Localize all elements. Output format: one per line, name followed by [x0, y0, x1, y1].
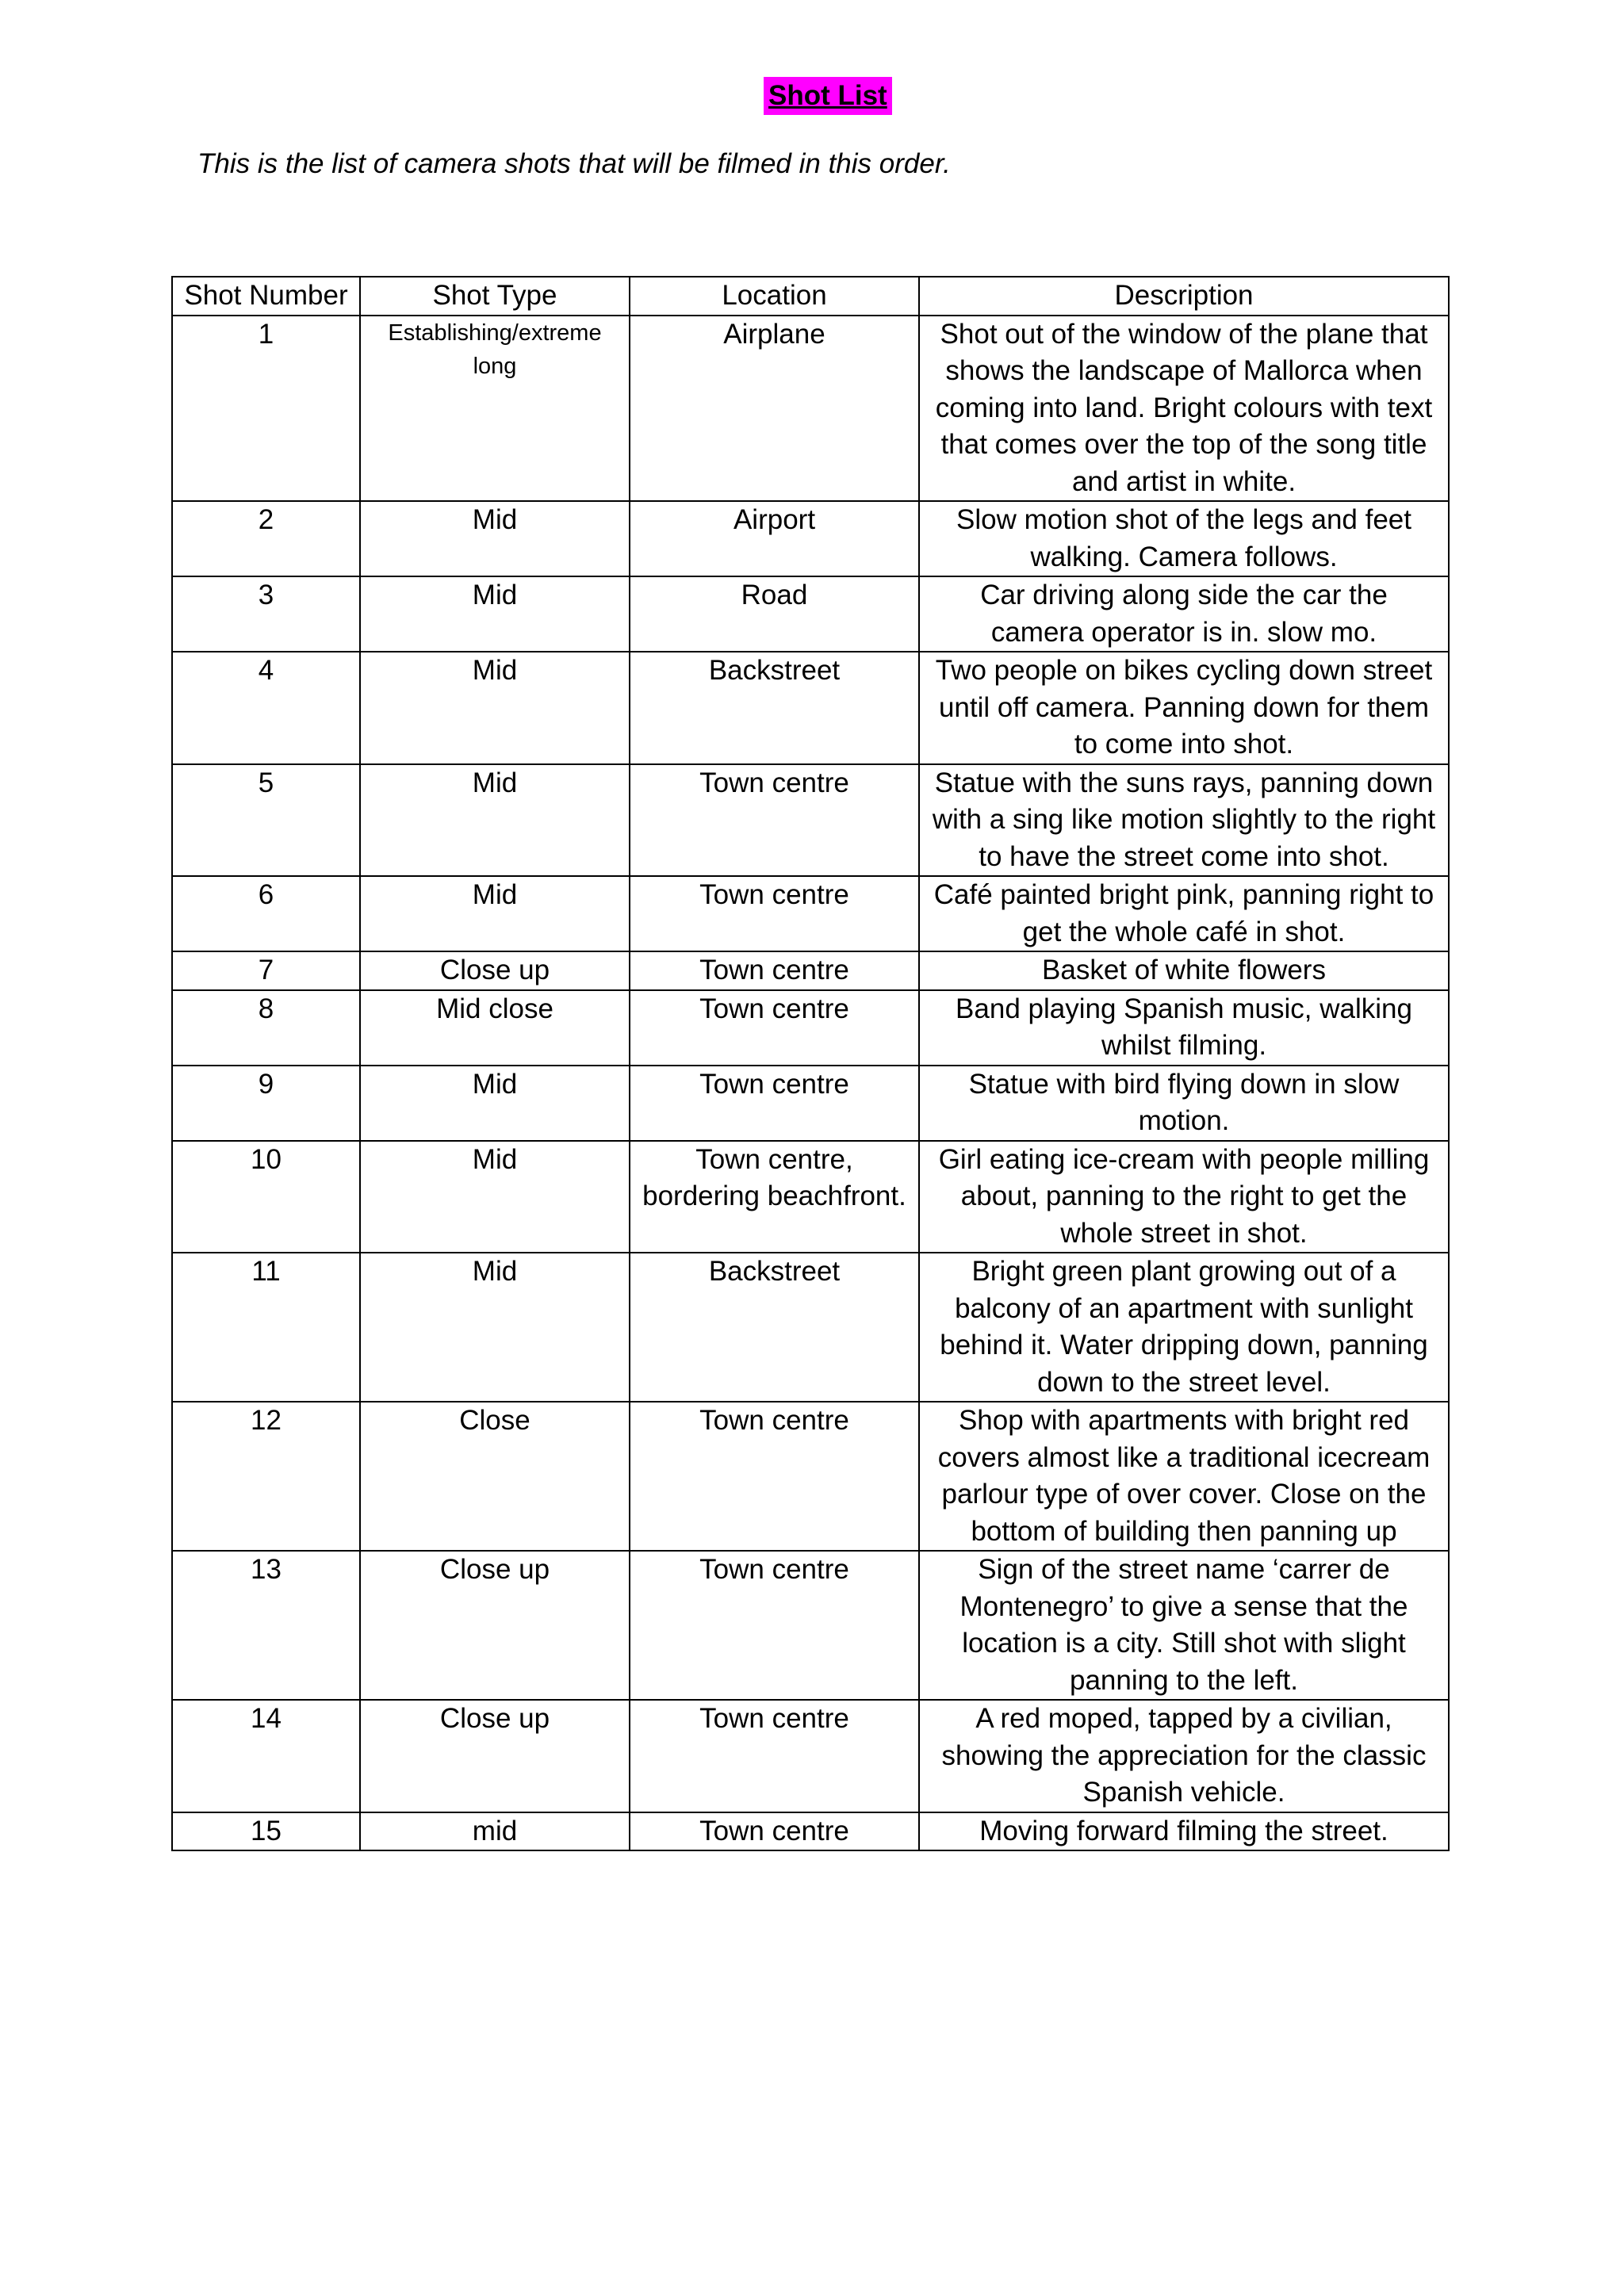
shot-list-table — [171, 276, 1450, 1851]
page-title: Shot List — [764, 77, 892, 115]
table-row — [172, 1141, 1449, 1253]
intro-text: This is the list of camera shots that will be filmed in this order. — [197, 148, 951, 179]
shot-type-cell: Mid — [360, 1253, 630, 1402]
shot-type-cell: Mid — [360, 1066, 630, 1141]
location-cell: Town centre — [630, 1551, 919, 1700]
table-row — [172, 576, 1449, 652]
shot-type-cell: Mid — [360, 876, 630, 951]
table-row — [172, 951, 1449, 990]
location-cell: Town centre, bordering beachfront. — [630, 1141, 919, 1253]
table-row — [172, 1253, 1449, 1402]
shot-type-cell: Mid — [360, 652, 630, 764]
shot-number-cell: 5 — [172, 764, 360, 877]
description-cell: Band playing Spanish music, walking whilst filming. — [919, 990, 1449, 1066]
shot-number-cell: 11 — [172, 1253, 360, 1402]
shot-number-cell: 2 — [172, 501, 360, 576]
shot-type-cell: mid — [360, 1812, 630, 1851]
table-row — [172, 1700, 1449, 1812]
shot-type-cell: Close up — [360, 951, 630, 990]
header-location: Location — [630, 277, 919, 316]
description-cell: Basket of white flowers — [919, 951, 1449, 990]
location-cell: Town centre — [630, 876, 919, 951]
description-cell: Statue with bird flying down in slow motion. — [919, 1066, 1449, 1141]
table-row — [172, 316, 1449, 502]
shot-number-cell: 14 — [172, 1700, 360, 1812]
location-cell: Backstreet — [630, 652, 919, 764]
shot-number-cell: 7 — [172, 951, 360, 990]
shot-number-cell: 13 — [172, 1551, 360, 1700]
description-cell: Moving forward filming the street. — [919, 1812, 1449, 1851]
shot-type-cell: Close up — [360, 1551, 630, 1700]
description-cell: A red moped, tapped by a civilian, showing the appreciation for the classic Spanish vehicle. — [919, 1700, 1449, 1812]
description-cell: Café painted bright pink, panning right to get the whole café in shot. — [919, 876, 1449, 951]
location-cell: Town centre — [630, 1812, 919, 1851]
shot-number-cell: 15 — [172, 1812, 360, 1851]
location-cell: Backstreet — [630, 1253, 919, 1402]
location-cell: Airplane — [630, 316, 919, 502]
shot-number-cell: 9 — [172, 1066, 360, 1141]
description-cell: Car driving along side the car the camera operator is in. slow mo. — [919, 576, 1449, 652]
table-row — [172, 1551, 1449, 1700]
table-row — [172, 652, 1449, 764]
description-cell: Sign of the street name ‘carrer de Montenegro’ to give a sense that the location is a city. Still shot with slight panning to the left. — [919, 1551, 1449, 1700]
shot-type-cell: Establishing/extreme long — [360, 316, 630, 502]
shot-type-cell: Close — [360, 1402, 630, 1551]
location-cell: Town centre — [630, 1402, 919, 1551]
table-row — [172, 876, 1449, 951]
shot-type-cell: Mid — [360, 501, 630, 576]
location-cell: Town centre — [630, 990, 919, 1066]
description-cell: Shop with apartments with bright red covers almost like a traditional icecream parlour type of over cover. Close on the bottom of building then panning up — [919, 1402, 1449, 1551]
description-cell: Statue with the suns rays, panning down with a sing like motion slightly to the right to have the street come into shot. — [919, 764, 1449, 877]
location-cell: Town centre — [630, 1066, 919, 1141]
table-row — [172, 1066, 1449, 1141]
location-cell: Airport — [630, 501, 919, 576]
location-cell: Town centre — [630, 764, 919, 877]
shot-type-cell: Mid — [360, 764, 630, 877]
shot-type-cell: Mid — [360, 1141, 630, 1253]
location-cell: Road — [630, 576, 919, 652]
shot-type-cell: Mid — [360, 576, 630, 652]
table-row — [172, 764, 1449, 877]
header-shot-type: Shot Type — [360, 277, 630, 316]
description-cell: Two people on bikes cycling down street until off camera. Panning down for them to come into shot. — [919, 652, 1449, 764]
header-shot-number: Shot Number — [172, 277, 360, 316]
description-cell: Shot out of the window of the plane that shows the landscape of Mallorca when coming into land. Bright colours with text that comes over the top of the song title and artist in white. — [919, 316, 1449, 502]
shot-type-cell: Close up — [360, 1700, 630, 1812]
location-cell: Town centre — [630, 1700, 919, 1812]
description-cell: Slow motion shot of the legs and feet walking. Camera follows. — [919, 501, 1449, 576]
shot-number-cell: 6 — [172, 876, 360, 951]
shot-number-cell: 8 — [172, 990, 360, 1066]
table-row — [172, 1812, 1449, 1851]
shot-type-cell: Mid close — [360, 990, 630, 1066]
header-description: Description — [919, 277, 1449, 316]
shot-number-cell: 10 — [172, 1141, 360, 1253]
table-row — [172, 501, 1449, 576]
shot-number-cell: 4 — [172, 652, 360, 764]
table-row — [172, 1402, 1449, 1551]
table-row — [172, 990, 1449, 1066]
description-cell: Girl eating ice-cream with people milling about, panning to the right to get the whole street in shot. — [919, 1141, 1449, 1253]
shot-number-cell: 12 — [172, 1402, 360, 1551]
description-cell: Bright green plant growing out of a balcony of an apartment with sunlight behind it. Water dripping down, panning down to the street level. — [919, 1253, 1449, 1402]
location-cell: Town centre — [630, 951, 919, 990]
table-header-row — [172, 277, 1449, 316]
shot-number-cell: 1 — [172, 316, 360, 502]
shot-number-cell: 3 — [172, 576, 360, 652]
